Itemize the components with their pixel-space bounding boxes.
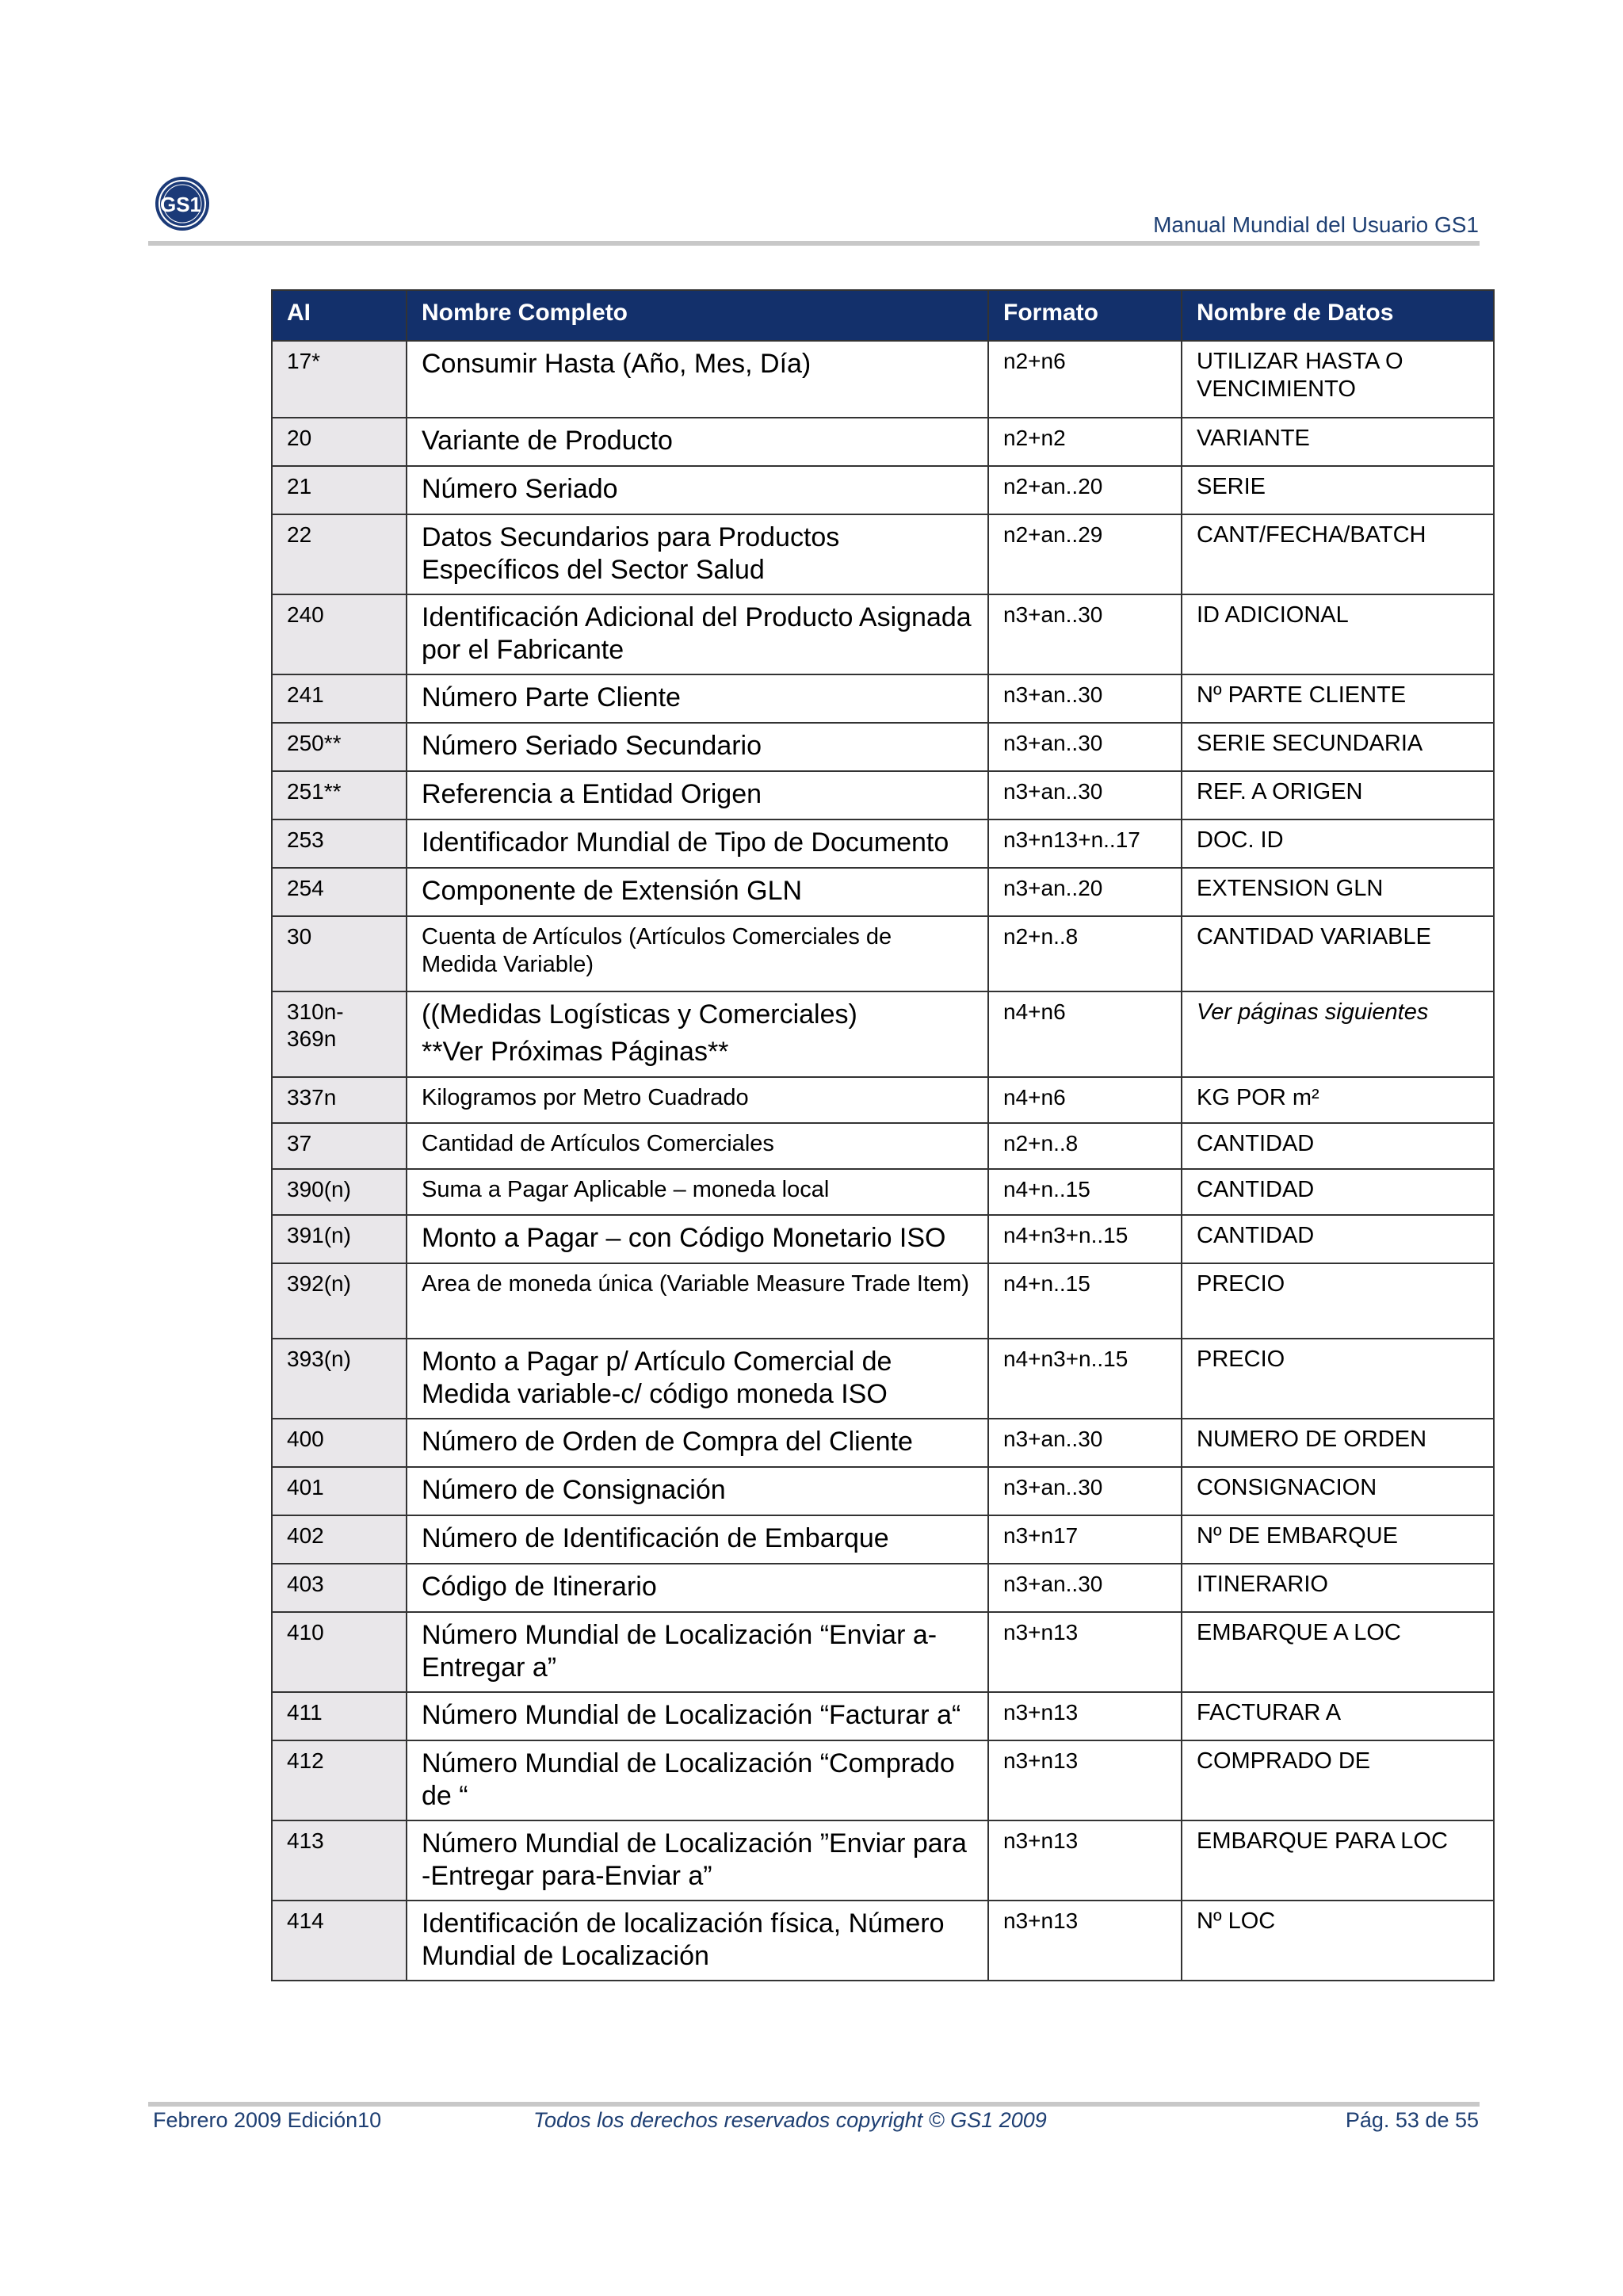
table-row xyxy=(272,1263,1494,1339)
cell-data-name: CONSIGNACION xyxy=(1182,1467,1494,1515)
cell-format: n3+an..30 xyxy=(988,1564,1182,1612)
cell-ai: 410 xyxy=(272,1612,407,1692)
cell-name-text: Número Mundial de Localización ”Enviar para -Entregar para-Enviar a” xyxy=(422,1828,967,1892)
cell-data-name: REF. A ORIGEN xyxy=(1182,771,1494,819)
cell-data-name: Ver páginas siguientes xyxy=(1182,991,1494,1077)
cell-name xyxy=(407,1263,988,1339)
cell-name-text: Monto a Pagar p/ Artículo Comercial de Medida variable-c/ código moneda ISO xyxy=(422,1346,892,1410)
cell-ai: 21 xyxy=(272,466,407,514)
table-row xyxy=(272,819,1494,868)
table-row xyxy=(272,1564,1494,1612)
cell-format: n4+n3+n..15 xyxy=(988,1215,1182,1263)
cell-ai: 412 xyxy=(272,1740,407,1820)
cell-name-text: Número Mundial de Localización “Comprado de “ xyxy=(422,1748,955,1812)
cell-ai: 402 xyxy=(272,1515,407,1564)
cell-name xyxy=(407,1692,988,1740)
footer-copyright: Todos los derechos reservados copyright © GS1 2009 xyxy=(533,2108,1047,2132)
cell-name xyxy=(407,819,988,868)
cell-ai: 401 xyxy=(272,1467,407,1515)
table-row xyxy=(272,1169,1494,1215)
cell-name-text: Area de moneda única (Variable Measure Trade Item) xyxy=(422,1270,969,1297)
cell-name-text: Número Seriado Secundario xyxy=(422,730,762,761)
table-row xyxy=(272,1215,1494,1263)
cell-name-text: Identificador Mundial de Tipo de Documento xyxy=(422,827,949,858)
cell-data-name: CANTIDAD xyxy=(1182,1169,1494,1215)
col-header-ai: AI xyxy=(272,290,407,341)
table-row xyxy=(272,1467,1494,1515)
cell-ai: 251** xyxy=(272,771,407,819)
cell-name xyxy=(407,1467,988,1515)
cell-name xyxy=(407,418,988,466)
cell-format: n4+n6 xyxy=(988,1077,1182,1123)
col-header-format: Formato xyxy=(988,290,1182,341)
cell-name-note: **Ver Próximas Páginas** xyxy=(422,1037,729,1068)
cell-name xyxy=(407,771,988,819)
table-row xyxy=(272,514,1494,594)
cell-ai: 411 xyxy=(272,1692,407,1740)
table-header-row xyxy=(272,290,1494,341)
cell-name xyxy=(407,1564,988,1612)
table-row xyxy=(272,674,1494,723)
cell-name-text: Número Parte Cliente xyxy=(422,682,681,712)
cell-data-name: NUMERO DE ORDEN xyxy=(1182,1419,1494,1467)
cell-format: n2+n6 xyxy=(988,341,1182,418)
cell-format: n4+n..15 xyxy=(988,1263,1182,1339)
cell-name-text: Identificación Adicional del Producto Asignada por el Fabricante xyxy=(422,602,972,666)
table-row xyxy=(272,1419,1494,1467)
cell-name xyxy=(407,1740,988,1820)
cell-ai: 240 xyxy=(272,594,407,674)
cell-ai: 393(n) xyxy=(272,1339,407,1419)
cell-format: n3+an..30 xyxy=(988,1467,1182,1515)
cell-format: n3+an..30 xyxy=(988,1419,1182,1467)
cell-format: n3+an..30 xyxy=(988,723,1182,771)
col-header-name: Nombre Completo xyxy=(407,290,988,341)
table-row xyxy=(272,771,1494,819)
cell-data-name: COMPRADO DE xyxy=(1182,1740,1494,1820)
cell-name-text: Número de Orden de Compra del Cliente xyxy=(422,1426,913,1457)
cell-format: n3+an..20 xyxy=(988,868,1182,916)
table-row xyxy=(272,1612,1494,1692)
cell-data-name: PRECIO xyxy=(1182,1263,1494,1339)
cell-name xyxy=(407,1215,988,1263)
cell-name xyxy=(407,674,988,723)
cell-name xyxy=(407,466,988,514)
cell-format: n4+n6 xyxy=(988,991,1182,1077)
cell-data-name: CANTIDAD xyxy=(1182,1123,1494,1169)
cell-data-name: DOC. ID xyxy=(1182,819,1494,868)
cell-ai: 414 xyxy=(272,1901,407,1981)
cell-name xyxy=(407,868,988,916)
cell-ai: 392(n) xyxy=(272,1263,407,1339)
cell-name xyxy=(407,1901,988,1981)
table-body xyxy=(272,341,1494,1981)
cell-ai: 400 xyxy=(272,1419,407,1467)
table-row xyxy=(272,991,1494,1077)
cell-data-name: Nº DE EMBARQUE xyxy=(1182,1515,1494,1564)
table-row xyxy=(272,916,1494,991)
cell-format: n2+n..8 xyxy=(988,1123,1182,1169)
cell-data-name: ID ADICIONAL xyxy=(1182,594,1494,674)
table-row xyxy=(272,1339,1494,1419)
footer-page-number: Pág. 53 de 55 xyxy=(1345,2108,1479,2132)
footer-divider xyxy=(148,2102,1480,2107)
cell-format: n3+n13 xyxy=(988,1740,1182,1820)
table-row xyxy=(272,723,1494,771)
cell-name xyxy=(407,1339,988,1419)
header-title: Manual Mundial del Usuario GS1 xyxy=(1153,212,1479,237)
cell-data-name: UTILIZAR HASTA O VENCIMIENTO xyxy=(1182,341,1494,418)
cell-ai: 30 xyxy=(272,916,407,991)
cell-ai: 37 xyxy=(272,1123,407,1169)
table-row xyxy=(272,1901,1494,1981)
cell-format: n3+an..30 xyxy=(988,771,1182,819)
cell-data-name: PRECIO xyxy=(1182,1339,1494,1419)
col-header-data-name: Nombre de Datos xyxy=(1182,290,1494,341)
cell-name xyxy=(407,514,988,594)
cell-data-name: ITINERARIO xyxy=(1182,1564,1494,1612)
cell-ai: 254 xyxy=(272,868,407,916)
cell-data-name: CANT/FECHA/BATCH xyxy=(1182,514,1494,594)
table-row xyxy=(272,1692,1494,1740)
cell-format: n2+an..20 xyxy=(988,466,1182,514)
cell-name xyxy=(407,1820,988,1901)
cell-ai: 337n xyxy=(272,1077,407,1123)
cell-name xyxy=(407,1612,988,1692)
cell-format: n2+n2 xyxy=(988,418,1182,466)
cell-data-name: EMBARQUE A LOC xyxy=(1182,1612,1494,1692)
cell-name xyxy=(407,1123,988,1169)
cell-format: n3+an..30 xyxy=(988,594,1182,674)
cell-ai: 390(n) xyxy=(272,1169,407,1215)
table-row xyxy=(272,1077,1494,1123)
logo-text: GS1 xyxy=(159,193,202,216)
cell-name-text: Número Mundial de Localización “Enviar a-Entregar a” xyxy=(422,1619,938,1683)
cell-data-name: Nº LOC xyxy=(1182,1901,1494,1981)
footer-edition: Febrero 2009 Edición10 xyxy=(153,2108,382,2132)
cell-name xyxy=(407,594,988,674)
table-row xyxy=(272,1820,1494,1901)
cell-format: n4+n..15 xyxy=(988,1169,1182,1215)
cell-name-text: Monto a Pagar – con Código Monetario ISO xyxy=(422,1222,946,1253)
cell-format: n3+n13 xyxy=(988,1612,1182,1692)
cell-name xyxy=(407,991,988,1077)
table-row xyxy=(272,341,1494,418)
cell-name-text: Kilogramos por Metro Cuadrado xyxy=(422,1084,749,1110)
cell-name-text: Componente de Extensión GLN xyxy=(422,875,803,906)
table-row xyxy=(272,594,1494,674)
table-row xyxy=(272,418,1494,466)
cell-name xyxy=(407,1169,988,1215)
cell-name-text: Número Seriado xyxy=(422,474,618,504)
cell-name xyxy=(407,1419,988,1467)
cell-format: n2+n..8 xyxy=(988,916,1182,991)
cell-data-name: VARIANTE xyxy=(1182,418,1494,466)
cell-data-name: SERIE SECUNDARIA xyxy=(1182,723,1494,771)
cell-name-text: Datos Secundarios para Productos Específicos del Sector Salud xyxy=(422,522,840,586)
cell-name xyxy=(407,341,988,418)
cell-name-text: ((Medidas Logísticas y Comerciales) xyxy=(422,999,857,1030)
table-row xyxy=(272,868,1494,916)
cell-data-name: SERIE xyxy=(1182,466,1494,514)
cell-name-text: Consumir Hasta (Año, Mes, Día) xyxy=(422,349,812,379)
cell-ai: 17* xyxy=(272,341,407,418)
cell-ai: 241 xyxy=(272,674,407,723)
cell-data-name: Nº PARTE CLIENTE xyxy=(1182,674,1494,723)
cell-name-text: Variante de Producto xyxy=(422,426,673,456)
cell-name-text: Identificación de localización física, Número Mundial de Localización xyxy=(422,1908,945,1972)
cell-ai: 20 xyxy=(272,418,407,466)
cell-data-name: EMBARQUE PARA LOC xyxy=(1182,1820,1494,1901)
cell-ai: 250** xyxy=(272,723,407,771)
cell-name-text: Código de Itinerario xyxy=(422,1571,657,1602)
cell-name-text: Número Mundial de Localización “Facturar a“ xyxy=(422,1699,961,1730)
cell-data-name: CANTIDAD xyxy=(1182,1215,1494,1263)
cell-format: n4+n3+n..15 xyxy=(988,1339,1182,1419)
cell-ai: 413 xyxy=(272,1820,407,1901)
cell-name-text: Cantidad de Artículos Comerciales xyxy=(422,1130,774,1156)
cell-format: n3+n13 xyxy=(988,1820,1182,1901)
cell-format: n3+n13+n..17 xyxy=(988,819,1182,868)
cell-data-name: KG POR m² xyxy=(1182,1077,1494,1123)
cell-name-text: Suma a Pagar Aplicable – moneda local xyxy=(422,1176,830,1202)
cell-name-text: Número de Consignación xyxy=(422,1474,726,1505)
cell-ai: 310n-369n xyxy=(272,991,407,1077)
cell-format: n3+n13 xyxy=(988,1692,1182,1740)
table-row xyxy=(272,1123,1494,1169)
cell-name-text: Número de Identificación de Embarque xyxy=(422,1522,889,1553)
cell-name-text: Referencia a Entidad Origen xyxy=(422,778,762,809)
cell-ai: 391(n) xyxy=(272,1215,407,1263)
cell-name xyxy=(407,916,988,991)
table-row xyxy=(272,466,1494,514)
cell-data-name: EXTENSION GLN xyxy=(1182,868,1494,916)
cell-format: n3+n17 xyxy=(988,1515,1182,1564)
cell-name xyxy=(407,1077,988,1123)
table-row xyxy=(272,1740,1494,1820)
gs1-logo xyxy=(152,172,225,235)
cell-ai: 403 xyxy=(272,1564,407,1612)
cell-name-text: Cuenta de Artículos (Artículos Comerciales de Medida Variable) xyxy=(422,923,892,978)
cell-format: n3+n13 xyxy=(988,1901,1182,1981)
cell-data-name: FACTURAR A xyxy=(1182,1692,1494,1740)
cell-format: n3+an..30 xyxy=(988,674,1182,723)
cell-name xyxy=(407,1515,988,1564)
cell-ai: 22 xyxy=(272,514,407,594)
cell-name xyxy=(407,723,988,771)
ai-table xyxy=(271,289,1495,1981)
cell-format: n2+an..29 xyxy=(988,514,1182,594)
cell-data-name: CANTIDAD VARIABLE xyxy=(1182,916,1494,991)
table-row xyxy=(272,1515,1494,1564)
header-divider xyxy=(148,241,1480,246)
cell-ai: 253 xyxy=(272,819,407,868)
